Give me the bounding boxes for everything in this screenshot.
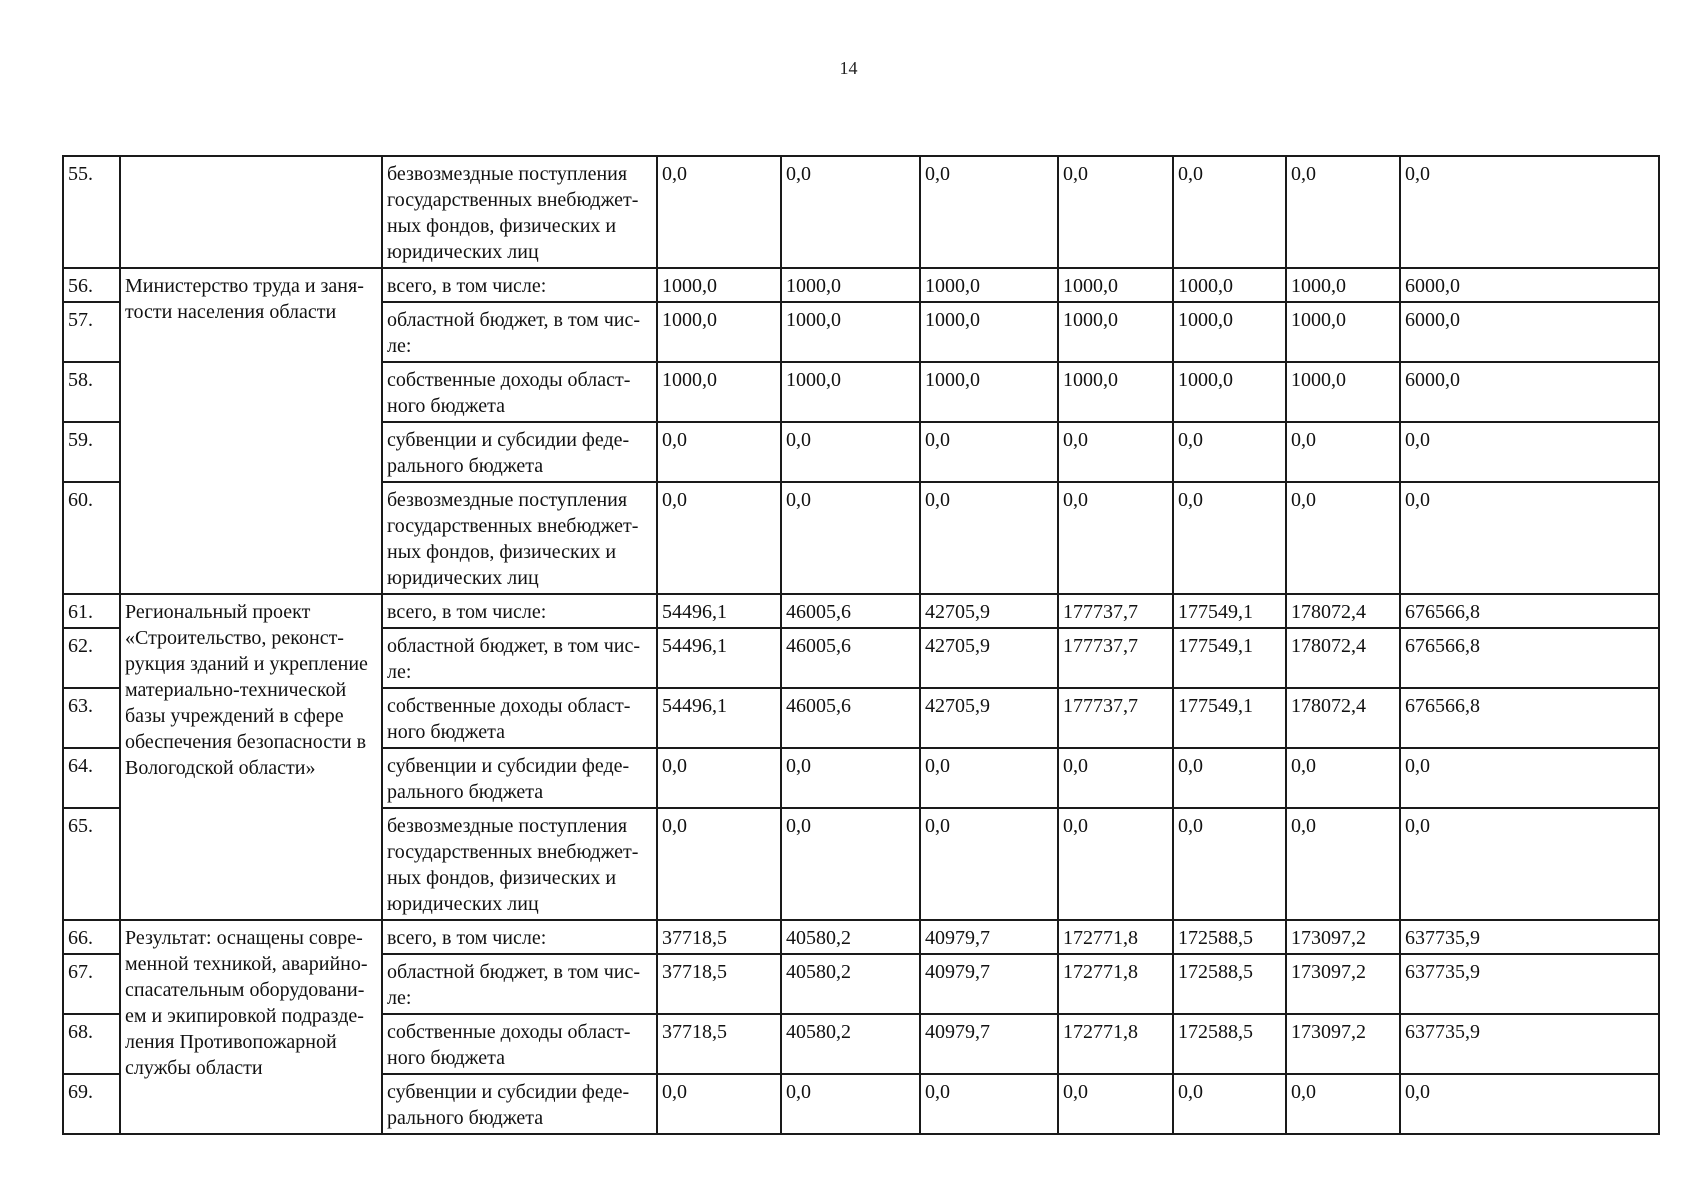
- year-value-cell: 1000,0: [1286, 268, 1400, 302]
- funding-source-cell: всего, в том числе:: [382, 920, 657, 954]
- funding-source-cell: субвенции и субсидии феде-рального бюджета: [382, 748, 657, 808]
- total-value-cell: 637735,9: [1400, 920, 1659, 954]
- funding-source-cell: всего, в том числе:: [382, 594, 657, 628]
- year-value-cell: 37718,5: [657, 954, 781, 1014]
- total-value-cell: 6000,0: [1400, 268, 1659, 302]
- row-number: 68.: [63, 1014, 120, 1074]
- total-value-cell: 637735,9: [1400, 1014, 1659, 1074]
- funding-source-cell: безвозмездные поступления государственных внебюджет-ных фондов, физических и юридических лиц: [382, 482, 657, 594]
- total-value-cell: 0,0: [1400, 482, 1659, 594]
- year-value-cell: 42705,9: [920, 628, 1058, 688]
- row-number: 69.: [63, 1074, 120, 1134]
- year-value-cell: 173097,2: [1286, 954, 1400, 1014]
- year-value-cell: 0,0: [920, 422, 1058, 482]
- year-value-cell: 1000,0: [1058, 302, 1173, 362]
- year-value-cell: 0,0: [657, 808, 781, 920]
- year-value-cell: 173097,2: [1286, 1014, 1400, 1074]
- year-value-cell: 40580,2: [781, 1014, 920, 1074]
- year-value-cell: 1000,0: [657, 268, 781, 302]
- row-number: 66.: [63, 920, 120, 954]
- year-value-cell: 0,0: [1173, 422, 1286, 482]
- year-value-cell: 40979,7: [920, 954, 1058, 1014]
- year-value-cell: 173097,2: [1286, 920, 1400, 954]
- funding-source-cell: безвозмездные поступления государственных внебюджет-ных фондов, физических и юридических лиц: [382, 156, 657, 268]
- row-number: 61.: [63, 594, 120, 628]
- year-value-cell: 0,0: [781, 1074, 920, 1134]
- year-value-cell: 0,0: [781, 422, 920, 482]
- year-value-cell: 1000,0: [1173, 268, 1286, 302]
- year-value-cell: 1000,0: [1286, 302, 1400, 362]
- year-value-cell: 37718,5: [657, 1014, 781, 1074]
- year-value-cell: 0,0: [657, 1074, 781, 1134]
- total-value-cell: 0,0: [1400, 1074, 1659, 1134]
- year-value-cell: 172588,5: [1173, 920, 1286, 954]
- year-value-cell: 0,0: [920, 482, 1058, 594]
- row-number: 56.: [63, 268, 120, 302]
- year-value-cell: 40580,2: [781, 920, 920, 954]
- year-value-cell: 0,0: [1173, 808, 1286, 920]
- year-value-cell: 37718,5: [657, 920, 781, 954]
- year-value-cell: 0,0: [1058, 1074, 1173, 1134]
- year-value-cell: 0,0: [1286, 808, 1400, 920]
- year-value-cell: 177737,7: [1058, 594, 1173, 628]
- year-value-cell: 1000,0: [657, 302, 781, 362]
- year-value-cell: 0,0: [657, 422, 781, 482]
- year-value-cell: 0,0: [920, 156, 1058, 268]
- funding-source-cell: областной бюджет, в том чис-ле:: [382, 628, 657, 688]
- year-value-cell: 0,0: [1058, 156, 1173, 268]
- year-value-cell: 172771,8: [1058, 1014, 1173, 1074]
- row-number: 64.: [63, 748, 120, 808]
- year-value-cell: 40979,7: [920, 1014, 1058, 1074]
- year-value-cell: 54496,1: [657, 688, 781, 748]
- row-number: 67.: [63, 954, 120, 1014]
- year-value-cell: 1000,0: [657, 362, 781, 422]
- total-value-cell: 637735,9: [1400, 954, 1659, 1014]
- table-row: [63, 156, 1659, 268]
- year-value-cell: 1000,0: [920, 302, 1058, 362]
- row-number: 59.: [63, 422, 120, 482]
- total-value-cell: 0,0: [1400, 808, 1659, 920]
- total-value-cell: 676566,8: [1400, 594, 1659, 628]
- funding-source-cell: областной бюджет, в том чис-ле:: [382, 954, 657, 1014]
- year-value-cell: 0,0: [920, 748, 1058, 808]
- year-value-cell: 0,0: [920, 808, 1058, 920]
- year-value-cell: 178072,4: [1286, 628, 1400, 688]
- total-value-cell: 6000,0: [1400, 362, 1659, 422]
- year-value-cell: 1000,0: [1173, 362, 1286, 422]
- row-number: 60.: [63, 482, 120, 594]
- year-value-cell: 0,0: [920, 1074, 1058, 1134]
- year-value-cell: 0,0: [1286, 482, 1400, 594]
- year-value-cell: 42705,9: [920, 688, 1058, 748]
- year-value-cell: 172771,8: [1058, 954, 1173, 1014]
- funding-source-cell: областной бюджет, в том чис-ле:: [382, 302, 657, 362]
- year-value-cell: 54496,1: [657, 594, 781, 628]
- year-value-cell: 172771,8: [1058, 920, 1173, 954]
- row-number: 57.: [63, 302, 120, 362]
- funding-source-cell: собственные доходы област-ного бюджета: [382, 362, 657, 422]
- responsible-executor-cell: Результат: оснащены совре-менной техникой, аварийно-спасательным оборудовани-ем и экипировкой подразде-ления Противопожарной службы области: [120, 920, 382, 1134]
- funding-source-cell: всего, в том числе:: [382, 268, 657, 302]
- year-value-cell: 46005,6: [781, 688, 920, 748]
- page-number: 14: [839, 58, 858, 78]
- total-value-cell: 0,0: [1400, 422, 1659, 482]
- responsible-executor-cell: Региональный проект «Строительство, реконст-рукция зданий и укрепление материально-технической базы учреждений в сфере обеспечения безопасности в Вологодской области»: [120, 594, 382, 920]
- year-value-cell: 177549,1: [1173, 628, 1286, 688]
- year-value-cell: 0,0: [781, 482, 920, 594]
- year-value-cell: 0,0: [1058, 808, 1173, 920]
- budget-table: [62, 155, 1660, 1135]
- year-value-cell: 54496,1: [657, 628, 781, 688]
- year-value-cell: 0,0: [781, 808, 920, 920]
- year-value-cell: 177549,1: [1173, 688, 1286, 748]
- year-value-cell: 1000,0: [1173, 302, 1286, 362]
- year-value-cell: 0,0: [1058, 422, 1173, 482]
- row-number: 58.: [63, 362, 120, 422]
- funding-source-cell: субвенции и субсидии феде-рального бюджета: [382, 1074, 657, 1134]
- year-value-cell: 40979,7: [920, 920, 1058, 954]
- year-value-cell: 1000,0: [1286, 362, 1400, 422]
- year-value-cell: 42705,9: [920, 594, 1058, 628]
- total-value-cell: 0,0: [1400, 156, 1659, 268]
- year-value-cell: 1000,0: [1058, 268, 1173, 302]
- year-value-cell: 1000,0: [1058, 362, 1173, 422]
- year-value-cell: 0,0: [657, 156, 781, 268]
- total-value-cell: 676566,8: [1400, 628, 1659, 688]
- total-value-cell: 6000,0: [1400, 302, 1659, 362]
- budget-table-body: [63, 156, 1659, 1134]
- year-value-cell: 1000,0: [781, 302, 920, 362]
- year-value-cell: 0,0: [1058, 482, 1173, 594]
- funding-source-cell: собственные доходы област-ного бюджета: [382, 688, 657, 748]
- funding-source-cell: субвенции и субсидии феде-рального бюджета: [382, 422, 657, 482]
- year-value-cell: 0,0: [1286, 156, 1400, 268]
- year-value-cell: 172588,5: [1173, 1014, 1286, 1074]
- year-value-cell: 177549,1: [1173, 594, 1286, 628]
- row-number: 55.: [63, 156, 120, 268]
- year-value-cell: 0,0: [1286, 422, 1400, 482]
- year-value-cell: 0,0: [657, 482, 781, 594]
- year-value-cell: 177737,7: [1058, 688, 1173, 748]
- year-value-cell: 0,0: [1173, 1074, 1286, 1134]
- year-value-cell: 0,0: [1058, 748, 1173, 808]
- responsible-executor-cell: [120, 156, 382, 268]
- year-value-cell: 46005,6: [781, 628, 920, 688]
- year-value-cell: 178072,4: [1286, 688, 1400, 748]
- funding-source-cell: безвозмездные поступления государственных внебюджет-ных фондов, физических и юридических лиц: [382, 808, 657, 920]
- year-value-cell: 172588,5: [1173, 954, 1286, 1014]
- year-value-cell: 0,0: [1173, 748, 1286, 808]
- row-number: 65.: [63, 808, 120, 920]
- year-value-cell: 1000,0: [920, 362, 1058, 422]
- year-value-cell: 177737,7: [1058, 628, 1173, 688]
- responsible-executor-cell: Министерство труда и заня-тости населения области: [120, 268, 382, 594]
- year-value-cell: 0,0: [781, 748, 920, 808]
- year-value-cell: 0,0: [1173, 156, 1286, 268]
- total-value-cell: 0,0: [1400, 748, 1659, 808]
- year-value-cell: 178072,4: [1286, 594, 1400, 628]
- year-value-cell: 46005,6: [781, 594, 920, 628]
- year-value-cell: 0,0: [781, 156, 920, 268]
- year-value-cell: 0,0: [1173, 482, 1286, 594]
- year-value-cell: 40580,2: [781, 954, 920, 1014]
- year-value-cell: 1000,0: [920, 268, 1058, 302]
- year-value-cell: 1000,0: [781, 268, 920, 302]
- row-number: 62.: [63, 628, 120, 688]
- table-row: [63, 594, 1659, 628]
- year-value-cell: 0,0: [657, 748, 781, 808]
- funding-source-cell: собственные доходы област-ного бюджета: [382, 1014, 657, 1074]
- table-row: [63, 920, 1659, 954]
- year-value-cell: 0,0: [1286, 1074, 1400, 1134]
- row-number: 63.: [63, 688, 120, 748]
- year-value-cell: 0,0: [1286, 748, 1400, 808]
- total-value-cell: 676566,8: [1400, 688, 1659, 748]
- table-row: [63, 268, 1659, 302]
- year-value-cell: 1000,0: [781, 362, 920, 422]
